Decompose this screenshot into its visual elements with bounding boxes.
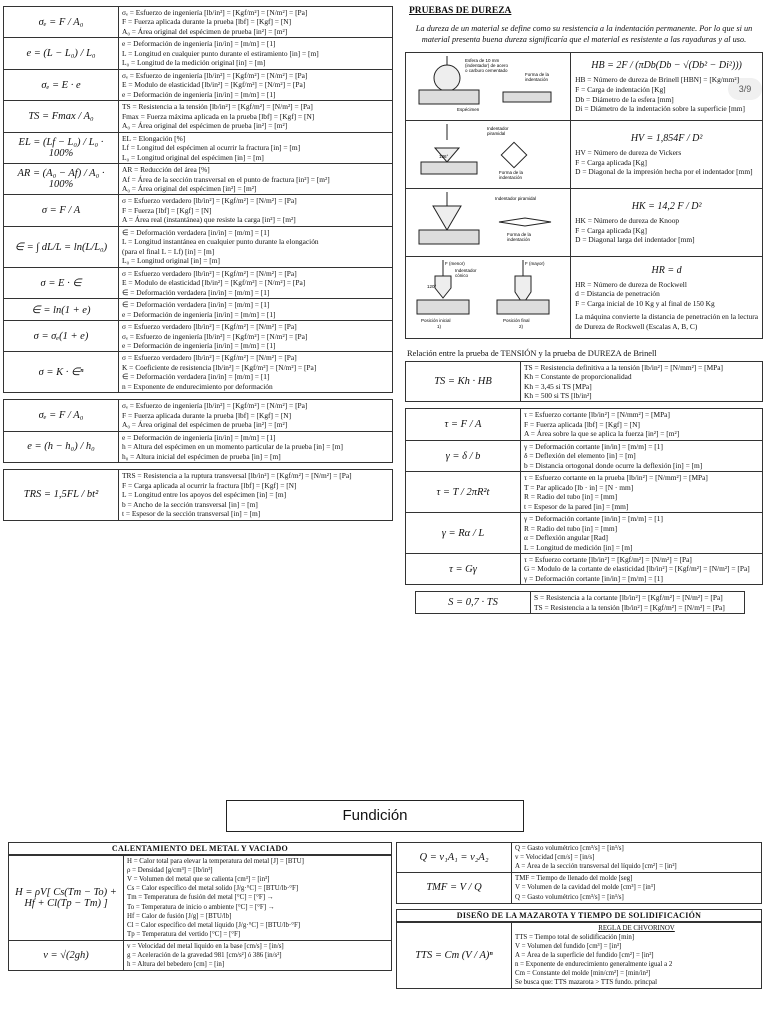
formula-cell: σ = K · ∈ⁿ xyxy=(4,352,119,393)
formula-cell: τ = F / A xyxy=(406,409,521,440)
diagram-label: Indentador xyxy=(487,125,509,131)
formula-cell: TS = Fmax / A₀ xyxy=(4,101,119,132)
hardness-row xyxy=(406,188,763,256)
formula-row xyxy=(406,409,763,440)
desc-line: F = Fuerza aplicada durante la prueba [lbf] = [Kgf] = [N] xyxy=(122,17,292,27)
description-cell xyxy=(119,400,393,431)
formula-row xyxy=(4,226,393,267)
desc-line: σ = Esfuerzo verdadero [lb/in²] = [Kgf/m²] = [N/m²] = [Pa] xyxy=(122,322,297,332)
hardness-formula: HR = d xyxy=(651,264,682,276)
desc-line: Tm = Temperatura de fusión del metal [°C] = [°F] → xyxy=(127,894,274,902)
desc-line: L₀ = Longitud original del espécimen [in] = [m] xyxy=(122,152,264,162)
desc-line: Hf = Calor de fusión [J/g] = [BTU/lb] xyxy=(127,912,232,920)
desc-line: La máquina convierte la distancia de penetración en la lectura xyxy=(575,312,758,322)
diagram-label: Forma de la xyxy=(507,231,532,237)
formula-cell: TMF = V / Q xyxy=(397,873,512,903)
hardness-formula: HK = 14,2 F / D² xyxy=(631,201,702,213)
formula-cell: ∈ = ln(1 + e) xyxy=(4,299,119,321)
formula-row xyxy=(397,873,762,903)
desc-line: γ = Deformación cortante [in/in] = [m/m] = [1] xyxy=(524,514,663,524)
formula-row xyxy=(4,38,393,69)
desc-line: h₀ = Altura inicial del espécimen de prueba [in] = [m] xyxy=(122,451,281,461)
formula-row xyxy=(4,69,393,100)
formula-cell: TRS = 1,5FL / bt² xyxy=(4,470,119,520)
diagram-label: Posición final xyxy=(503,317,530,323)
desc-line: TS = Resistencia a la tensión [lb/in²] = [Kgf/m²] = [N/m²] = [Pa] xyxy=(122,102,313,112)
desc-line: R = Radio del tubo [in] = [mm] xyxy=(524,492,618,502)
description-cell xyxy=(521,440,763,471)
desc-line: Q = Gasto volumétrico [cm³/s] = [in³/s] xyxy=(515,893,624,901)
description-cell xyxy=(512,843,762,873)
desc-line: h = Altura del espécimen en un momento particular de la prueba [in] = [m] xyxy=(122,442,343,452)
desc-line: Cs = Calor específico del metal solido [J/g·°C] = [BTU/lb·°F] xyxy=(127,885,299,893)
desc-line: F = Carga inicial de 10 Kg y al final de 150 Kg xyxy=(575,298,715,308)
formula-cell: H = ρV[ Cs(Tm − To) + Hf + Cl(Tp − Tm) ] xyxy=(9,856,124,941)
formula-row xyxy=(9,856,392,941)
desc-line: HB = Número de dureza de Brinell [HBN] = [Kg/mm²] xyxy=(575,75,740,85)
formula-cell: γ = Rα / L xyxy=(406,513,521,554)
desc-line: n = Exponente de endurecimiento generalmente igual a 2 xyxy=(515,961,673,969)
desc-line: F = Carga de indentación [Kg] xyxy=(575,84,666,94)
desc-line: A₀ = Área original del espécimen de prueba [in²] = [m²] xyxy=(122,420,288,430)
formula-cell: τ = Gγ xyxy=(406,554,521,585)
hardness-row xyxy=(406,120,763,188)
desc-line: F = Carga aplicada [Kg] xyxy=(575,225,647,235)
mazarota-table xyxy=(396,922,762,990)
formula-cell: σₑ = F / A₀ xyxy=(4,400,119,431)
formula-row xyxy=(4,101,393,132)
desc-line: A₀ = Área original del espécimen de prueba [in²] = [m²] xyxy=(122,121,288,131)
formula-cell: v = √(2gh) xyxy=(9,940,124,970)
desc-line: G = Modulo de la cortante de elasticidad [lb/in²] = [Kgf/m²] = [N/m²] = [Pa] xyxy=(524,564,750,574)
desc-line: HK = Número de dureza de Knoop xyxy=(575,216,680,226)
hardness-description xyxy=(571,188,763,256)
formula-cell: τ = T / 2πR²t xyxy=(406,472,521,513)
formula-row xyxy=(4,400,393,431)
desc-line: Kh = 3,45 si TS [MPa] xyxy=(524,381,592,391)
desc-line: ρ = Densidad [g/cm³] = [lb/in³] xyxy=(127,867,213,875)
desc-line: τ = Esfuerzo cortante en la prueba [lb/in²] = [N/mm²] = [MPa] xyxy=(524,473,708,483)
formula-cell: S = 0,7 · TS xyxy=(416,592,531,614)
formula-cell: ∈ = ∫ dL/L = ln(L/L₀) xyxy=(4,226,119,267)
desc-line: F = Fuerza aplicada durante la prueba [lbf] = [Kgf] = [N] xyxy=(122,410,292,420)
shear-table xyxy=(405,408,763,585)
desc-line: Tp = Temperatura del vertido [°C] = [°F] xyxy=(127,930,241,938)
diagram-label: cónico xyxy=(455,272,469,278)
desc-line: TRS = Resistencia a la ruptura transversal [lb/in²] = [Kgf/m²] = [N/m²] = [Pa] xyxy=(122,471,352,481)
formula-cell: TTS = Cm (V / A)ⁿ xyxy=(397,922,512,989)
desc-line: ∈ = Deformación verdadera [in/in] = [m/m] = [1] xyxy=(122,227,270,237)
diagram-label: F (mayor) xyxy=(525,260,545,266)
desc-line: S = Resistencia a la cortante [lb/in²] = [Kgf/m²] = [N/m²] = [Pa] xyxy=(534,593,723,603)
desc-line: V = Volumen del fundido [cm³] = [in³] xyxy=(515,942,622,950)
formula-row xyxy=(4,7,393,38)
desc-line: TS = Resistencia a la tensión [lb/in²] = [Kgf/m²] = [N/m²] = [Pa] xyxy=(534,602,725,612)
hardness-diagram xyxy=(406,52,571,120)
formula-cell: Q = v₁A₁ = v₂A₂ xyxy=(397,843,512,873)
desc-line: α = Deflexión angular [Rad] xyxy=(524,533,608,543)
desc-line: τ = Esfuerzo cortante [lb/in²] = [Kgf/m²] = [N/m²] = [Pa] xyxy=(524,555,692,564)
desc-line: Db = Diámetro de la esfera [mm] xyxy=(575,94,674,104)
desc-line: A = Área de la superficie del fundido [cm²] = [in²] xyxy=(515,951,654,959)
diagram-label: 136° xyxy=(439,153,449,159)
desc-line: (para el final L = Lf) [in] = [m] xyxy=(122,246,215,256)
right-formula-column xyxy=(405,4,763,614)
desc-line: Cm = Constante del molde [min/cm²] = [min/in²] xyxy=(515,970,651,978)
formula-row xyxy=(397,843,762,873)
description-cell xyxy=(119,69,393,100)
formula-cell: σ = E · ∈ xyxy=(4,267,119,298)
desc-line: E = Modulo de elasticidad [lb/in²] = [Kgf/m²] = [N/m²] = [Pa] xyxy=(122,278,306,288)
formula-row xyxy=(406,554,763,585)
desc-line: L = Longitud entre los apoyos del espécimen [in] = [m] xyxy=(122,490,287,500)
desc-line: σₑ = Esfuerzo de ingeniería [lb/in²] = [Kgf/m²] = [N/m²] = [Pa] xyxy=(122,70,308,80)
diagram-label: indentación xyxy=(499,174,523,180)
desc-line: b = Ancho de la sección transversal [in] = [m] xyxy=(122,499,258,509)
desc-line: Di = Diámetro de la indentación sobre la superficie [mm] xyxy=(575,104,745,114)
mazarota-title: DISEÑO DE LA MAZAROTA Y TIEMPO DE SOLIDIFICACIÓN xyxy=(396,909,762,922)
hardness-diagram xyxy=(406,188,571,256)
hardness-intro: La dureza de un material se define como su resistencia a la indentación permanente. Por lo que si un material presenta buena dureza significaría que el material es resistente a las rayaduras y al uso. xyxy=(415,24,753,44)
desc-line: Se busca que: TTS mazarota > TTS fundo. princpal xyxy=(515,979,657,987)
desc-line: ∈ = Deformación verdadera [in/in] = [m/m] = [1] xyxy=(122,300,270,310)
tension-formula-table xyxy=(3,6,393,393)
desc-line: EL = Elongación [%] xyxy=(122,133,186,143)
formula-cell: AR = (A₀ − Af) / A₀ · 100% xyxy=(4,164,119,195)
description-cell xyxy=(119,101,393,132)
formula-cell: EL = (Lf − L₀) / L₀ · 100% xyxy=(4,132,119,163)
description-cell xyxy=(124,940,392,970)
formula-row xyxy=(416,592,745,614)
desc-line: F = Carga aplicada [Kg] xyxy=(575,157,647,167)
description-cell xyxy=(521,361,763,402)
page-indicator[interactable]: 3/9 xyxy=(728,78,762,100)
desc-line: V = Volumen del metal que se calienta [cm³] = [in³] xyxy=(127,876,270,884)
trs-formula-table xyxy=(3,469,393,520)
desc-line: Lf = Longitud del espécimen al ocurrir la fractura [in] = [m] xyxy=(122,143,301,153)
desc-line: b = Distancia ortogonal donde ocurre la deflexión [in] = [m] xyxy=(524,460,703,470)
description-cell xyxy=(521,554,763,585)
desc-line: TMF = Tiempo de llenado del molde [seg] xyxy=(515,875,633,883)
desc-line: σₑ = Esfuerzo de ingeniería [lb/in²] = [Kgf/m²] = [N/m²] = [Pa] xyxy=(122,401,308,411)
formula-row xyxy=(406,361,763,402)
desc-line: HV = Número de dureza de Vickers xyxy=(575,148,682,158)
hardness-description xyxy=(571,256,763,338)
desc-line: σₑ = Esfuerzo de ingeniería [lb/in²] = [Kgf/m²] = [N/m²] = [Pa] xyxy=(122,331,308,341)
description-cell xyxy=(124,856,392,941)
diagram-label: indentación xyxy=(525,76,549,82)
flujo-section xyxy=(396,842,762,989)
desc-line: v = Velocidad del metal liquido en la base [cm/s] = [in/s] xyxy=(127,942,284,950)
formula-cell: σ = F / A xyxy=(4,195,119,226)
diagram-label: Espécimen xyxy=(457,106,480,112)
hardness-description xyxy=(571,52,763,120)
fundicion-section-label: Fundición xyxy=(226,800,524,832)
mazarota-subtitle: REGLA DE CHVORINOV xyxy=(598,924,675,932)
desc-line: TS = Resistencia definitiva a la tensión [lb/in²] = [N/mm²] = [MPa] xyxy=(524,362,723,372)
desc-line: D = Diagonal de la impresión hecha por el indentador [mm] xyxy=(575,167,753,177)
description-cell xyxy=(119,226,393,267)
description-cell xyxy=(521,472,763,513)
desc-line: σ = Esfuerzo verdadero [lb/in²] = [Kgf/m²] = [N/m²] = [Pa] xyxy=(122,268,297,278)
desc-line: h = Altura del bebedero [cm] = [in] xyxy=(127,961,225,969)
description-cell xyxy=(119,431,393,462)
desc-line: t = Espesor de la pared [in] = [mm] xyxy=(524,501,629,511)
flujo-table xyxy=(396,842,762,904)
desc-line: L = Longitud en cualquier punto durante el estiramiento [in] = [m] xyxy=(122,48,319,58)
desc-line: L = Longitud de medición [in] = [m] xyxy=(524,542,633,552)
desc-line: σₑ = Esfuerzo de ingeniería [lb/in²] = [Kgf/m²] = [N/m²] = [Pa] xyxy=(122,8,308,17)
diagram-label: 1) xyxy=(437,323,442,329)
hardness-title: PRUEBAS DE DUREZA xyxy=(409,6,512,16)
description-cell xyxy=(512,922,762,989)
description-cell xyxy=(119,164,393,195)
diagram-label: Indentador xyxy=(455,267,477,273)
desc-line: F = Fuerza aplicada [lbf] = [Kgf] = [N] xyxy=(524,419,640,429)
desc-line: L₀ = Longitud de la medición original [in] = [m] xyxy=(122,58,266,68)
desc-line: γ = Deformación cortante [in/in] = [m/m] = [1] xyxy=(524,573,663,583)
description-cell xyxy=(119,299,393,321)
diagram-label: Posición inicial xyxy=(421,317,451,323)
diagram-label: o carburo cementado xyxy=(465,67,508,73)
desc-line: τ = Esfuerzo cortante [lb/in²] = [N/mm²] = [MPa] xyxy=(524,410,670,420)
diagram-label: 120° xyxy=(427,283,437,289)
formula-row xyxy=(4,299,393,321)
calentamiento-table xyxy=(8,855,392,971)
formula-row xyxy=(406,440,763,471)
relation-table xyxy=(405,361,763,403)
diagram-label: 2) xyxy=(519,323,524,329)
desc-line: e = Deformación de ingeniería [in/in] = [m/m] = [1] xyxy=(122,309,276,319)
diagram-label: F (menor) xyxy=(445,260,465,266)
desc-line: e = Deformación de ingeniería [in/in] = [m/m] = [1] xyxy=(122,341,276,350)
desc-line: d = Distancia de penetración xyxy=(575,289,660,299)
desc-line: Cl = Calor específico del metal líquido [J/g·°C] = [BTU/lb·°F] xyxy=(127,921,301,929)
left-formula-column xyxy=(3,6,393,521)
desc-line: L = Longitud instantánea en cualquier punto durante la elongación xyxy=(122,237,319,247)
desc-line: H = Calor total para elevar la temperatura del metal [J] = [BTU] xyxy=(127,858,304,865)
description-cell xyxy=(119,195,393,226)
desc-line: K = Coeficiente de resistencia [lb/in²] = [Kgf/m²] = [N/m²] = [Pa] xyxy=(122,362,317,372)
formula-row xyxy=(4,164,393,195)
desc-line: e = Deformación de ingeniería [in/in] = [m/m] = [1] xyxy=(122,432,276,442)
diagram-label: Indentador piramidal xyxy=(495,195,537,201)
desc-line: Kh = 500 si TS [lb/in²] xyxy=(524,390,592,400)
desc-line: A = Área de la sección transversal del líquido [cm²] = [in²] xyxy=(515,863,677,871)
description-cell xyxy=(512,873,762,903)
calentamiento-section xyxy=(8,842,392,971)
desc-line: ∈ = Deformación verdadera [in/in] = [m/m] = [1] xyxy=(122,287,270,297)
formula-cell: σ = σₑ(1 + e) xyxy=(4,321,119,352)
desc-line: To = Temperatura de inicio o ambiente [°C] = [°F] → xyxy=(127,903,275,911)
desc-line: AR = Reducción del área [%] xyxy=(122,165,210,175)
desc-line: Af = Área de la sección transversal en el punto de fractura [in²] = [m²] xyxy=(122,174,330,184)
hardness-description xyxy=(571,120,763,188)
hardness-formula: HB = 2F / (πDb(Db − √(Db² − Di²))) xyxy=(591,60,742,72)
formula-row xyxy=(4,431,393,462)
desc-line: γ = Deformación cortante [in/in] = [m/m] = [1] xyxy=(524,441,663,451)
description-cell xyxy=(521,409,763,440)
desc-line: e = Deformación de ingeniería [in/in] = [m/m] = [1] xyxy=(122,39,276,49)
formula-cell: e = (L − L₀) / L₀ xyxy=(4,38,119,69)
desc-line: t = Espesor de la sección transversal [in] = [m] xyxy=(122,509,261,519)
hardness-row xyxy=(406,52,763,120)
shear-strength-table xyxy=(415,591,745,614)
formula-row xyxy=(4,470,393,520)
desc-line: σ = Esfuerzo verdadero [lb/in²] = [Kgf/m²] = [N/m²] = [Pa] xyxy=(122,353,297,363)
diagram-label: indentación xyxy=(507,236,531,242)
hardness-diagram xyxy=(406,120,571,188)
desc-line: de Dureza de Rockwell (Escalas A, B, C) xyxy=(575,322,698,331)
formula-row xyxy=(4,352,393,393)
desc-line: n = Exponente de endurecimiento por deformación xyxy=(122,381,273,391)
formula-cell: TS = Kh · HB xyxy=(406,361,521,402)
desc-line: T = Par aplicado [lb · in] = [N · mm] xyxy=(524,482,634,492)
formula-row xyxy=(406,513,763,554)
desc-line: Fmax = Fuerza máxima aplicada en la prueba [lbf] = [Kgf] = [N] xyxy=(122,111,315,121)
formula-cell: σₑ = F / A₀ xyxy=(4,7,119,38)
formula-cell: e = (h − h₀) / h₀ xyxy=(4,431,119,462)
desc-line: e = Deformación de ingeniería [in/in] = [m/m] = [1] xyxy=(122,89,276,99)
desc-line: A₀ = Área original del espécimen de prueba [in²] = [m²] xyxy=(122,26,288,36)
desc-line: HR = Número de dureza de Rockwell xyxy=(575,279,687,289)
diagram-label: Forma de la xyxy=(499,169,524,175)
desc-line: v = Velocidad [cm/s] = [in/s] xyxy=(515,854,595,862)
diagram-label: Forma de la xyxy=(525,71,550,77)
desc-line: σ = Esfuerzo verdadero [lb/in²] = [Kgf/m²] = [N/m²] = [Pa] xyxy=(122,196,297,206)
hardness-row xyxy=(406,256,763,338)
formula-row xyxy=(406,472,763,513)
desc-line: R = Radio del tubo [in] = [mm] xyxy=(524,523,618,533)
desc-line: A = Área real (instantánea) que resiste la carga [in²] = [m²] xyxy=(122,215,296,225)
description-cell xyxy=(521,513,763,554)
formula-row xyxy=(4,267,393,298)
description-cell xyxy=(119,132,393,163)
hardness-formula: HV = 1,854F / D² xyxy=(630,133,703,145)
desc-line: A₀ = Área original del espécimen [in²] = [m²] xyxy=(122,183,257,193)
desc-line: F = Carga aplicada al ocurrir la fractura [lbf] = [Kgf] = [N] xyxy=(122,480,297,490)
diagram-label: Esfera de 10 mm xyxy=(465,57,500,63)
formula-row xyxy=(397,922,762,989)
relation-title: Relación entre la prueba de TENSIÓN y la prueba de DUREZA de Brinell xyxy=(407,348,657,358)
formula-cell: γ = δ / b xyxy=(406,440,521,471)
desc-line: g = Aceleración de la gravedad 981 [cm/s²] ó 386 [in/s²] xyxy=(127,952,282,960)
diagram-label: piramidal xyxy=(487,130,506,136)
compression-formula-table xyxy=(3,399,393,463)
desc-line: F = Fuerza [lbf] = [Kgf] = [N] xyxy=(122,205,212,215)
desc-line: A = Área sobre la que se aplica la fuerza [in²] = [m²] xyxy=(524,429,680,439)
desc-line: ∈ = Deformación verdadera [in/in] = [m/m] = [1] xyxy=(122,372,270,382)
desc-line: V = Volumen de la cavidad del molde [cm³] = [in³] xyxy=(515,884,656,892)
description-cell xyxy=(119,470,393,520)
desc-line: L₀ = Longitud original [in] = [m] xyxy=(122,256,220,266)
diagram-label: (indentador) de acero xyxy=(465,62,509,68)
formula-cell: σₑ = E · e xyxy=(4,69,119,100)
desc-line: TTS = Tiempo total de solidificación [min] xyxy=(515,933,635,941)
hardness-diagram xyxy=(406,256,571,338)
description-cell xyxy=(119,7,393,38)
formula-row xyxy=(4,132,393,163)
desc-line: Q = Gasto volumétrico [cm³/s] = [in³/s] xyxy=(515,845,624,852)
description-cell xyxy=(119,267,393,298)
calentamiento-title: CALENTAMIENTO DEL METAL Y VACIADO xyxy=(8,842,392,855)
formula-row xyxy=(4,195,393,226)
description-cell xyxy=(119,352,393,393)
description-cell xyxy=(531,592,745,614)
description-cell xyxy=(119,38,393,69)
description-cell xyxy=(119,321,393,352)
formula-row xyxy=(4,321,393,352)
hardness-table xyxy=(405,52,763,339)
desc-line: δ = Deflexión del elemento [in] = [m] xyxy=(524,451,636,461)
desc-line: E = Modulo de elasticidad [lb/in²] = [Kgf/m²] = [N/m²] = [Pa] xyxy=(122,80,306,90)
desc-line: D = Diagonal larga del indentador [mm] xyxy=(575,235,695,245)
desc-line: Kh = Constante de proporcionalidad xyxy=(524,372,632,382)
formula-row xyxy=(9,940,392,970)
